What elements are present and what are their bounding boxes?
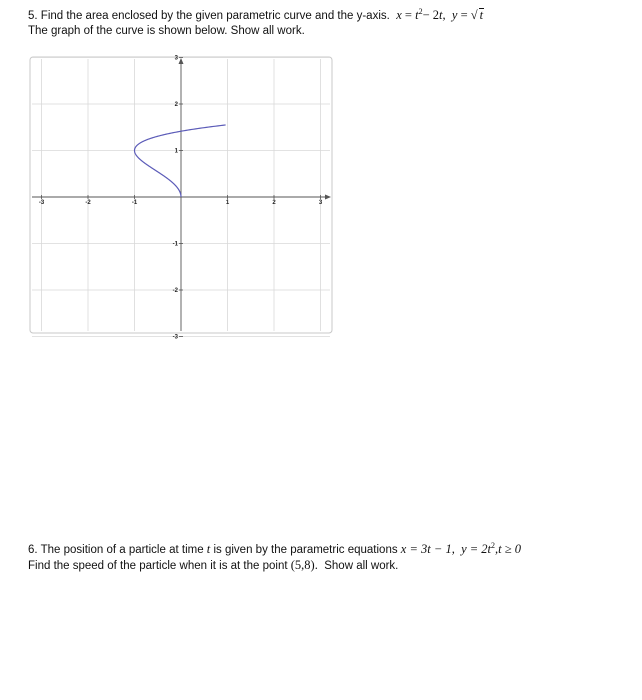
problem-5-line-2: The graph of the curve is shown below. Show all work.: [28, 25, 305, 37]
problem-6: [28, 542, 521, 574]
x-tick-label: -3: [38, 200, 45, 206]
problem-5-text: Find the area enclosed by the given parametric curve and the y-axis.: [40, 10, 390, 22]
problem-6-point: (5,8).: [290, 558, 318, 572]
y-tick-label: 1: [174, 148, 178, 155]
problem-6-line-1: [28, 542, 521, 558]
problem-5-equation: $x = t^2- 2t$, y = √ t: [396, 7, 484, 22]
y-tick-label: 2: [174, 102, 178, 108]
x-tick-label: 2: [272, 200, 276, 206]
problem-5-number: 5.: [28, 10, 38, 22]
problem-6-line-2-b: Show all work.: [324, 560, 399, 572]
y-tick-label: -2: [172, 288, 178, 294]
problem-6-var-t: t: [206, 542, 211, 556]
problem-5: [28, 8, 484, 39]
parametric-curve-graph: [28, 55, 334, 341]
x-tick-label: -1: [131, 200, 138, 206]
problem-6-text-a: The position of a particle at time: [40, 544, 204, 556]
problem-6-equation: x = 3t − 1, $y = 2t^2,t \ge 0$: [400, 541, 522, 556]
x-tick-label: -2: [85, 200, 91, 206]
y-tick-label: -3: [172, 334, 178, 341]
y-tick-label: 3: [174, 55, 178, 62]
problem-6-line-2: [28, 558, 521, 574]
x-tick-label: 3: [318, 200, 323, 206]
x-tick-label: 1: [225, 200, 230, 206]
problem-6-line-2-a: Find the speed of the particle when it is at the point: [28, 560, 288, 572]
problem-6-number: 6.: [28, 544, 38, 556]
y-tick-label: -1: [172, 241, 178, 248]
problem-6-text-b: is given by the parametric equations: [213, 544, 398, 556]
problem-5-line-1: [28, 8, 484, 24]
